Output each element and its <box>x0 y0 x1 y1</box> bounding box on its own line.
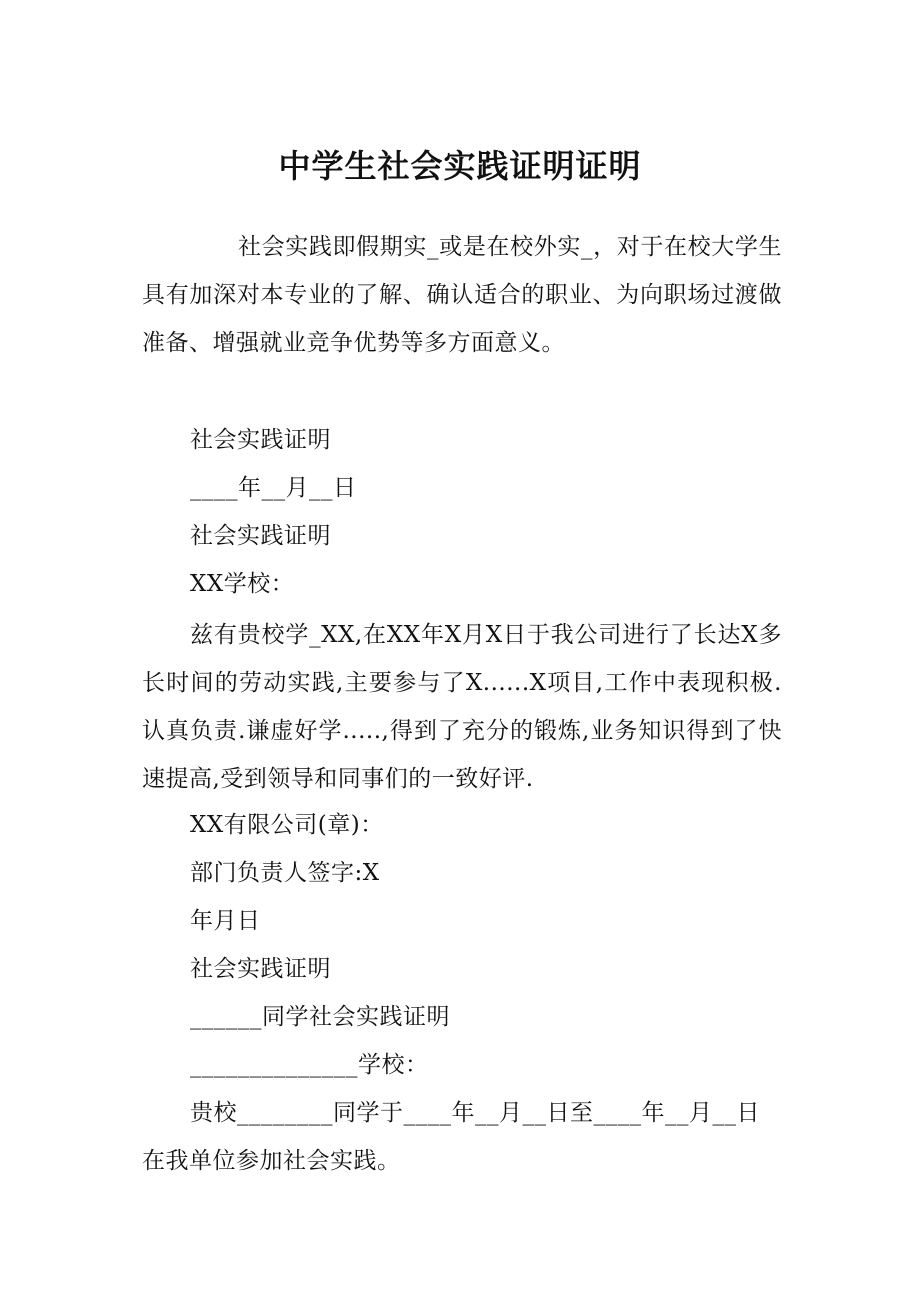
signature-line: 部门负责人签字:X <box>190 860 380 886</box>
closing-paragraph: 贵校________同学于____年__月__日至____年__月__日在我单位参加社会实践。 <box>142 1100 760 1174</box>
date-line: 年月日 <box>190 908 261 934</box>
company-seal-line: XX有限公司(章)： <box>190 812 384 838</box>
paragraph: 社会实践证明 <box>190 523 331 549</box>
date-line: ____年__月__日 <box>190 475 357 501</box>
certificate-heading: ______同学社会实践证明 <box>190 1004 450 1030</box>
body-paragraph: 兹有贵校学_XX,在XX年X月X日于我公司进行了长达X多长时间的劳动实践,主要参与了X......X项目,工作中表现积极.认真负责.谦虚好学.....,得到了充分的锻炼,业务知识得到了快速提高,受到领导和同事们的一致好评. <box>142 622 782 792</box>
intro-paragraph: 社会实践即假期实_或是在校外实_，对于在校大学生具有加深对本专业的了解、确认适合的职业、为向职场过渡做准备、增强就业竞争优势等多方面意义。 <box>142 234 782 356</box>
salutation: XX学校： <box>190 571 295 597</box>
document-title: 中学生社会实践证明证明 <box>278 147 642 185</box>
paragraph: 社会实践证明 <box>190 956 331 982</box>
school-line: ______________学校： <box>190 1052 429 1078</box>
paragraph: 社会实践证明 <box>190 427 331 453</box>
